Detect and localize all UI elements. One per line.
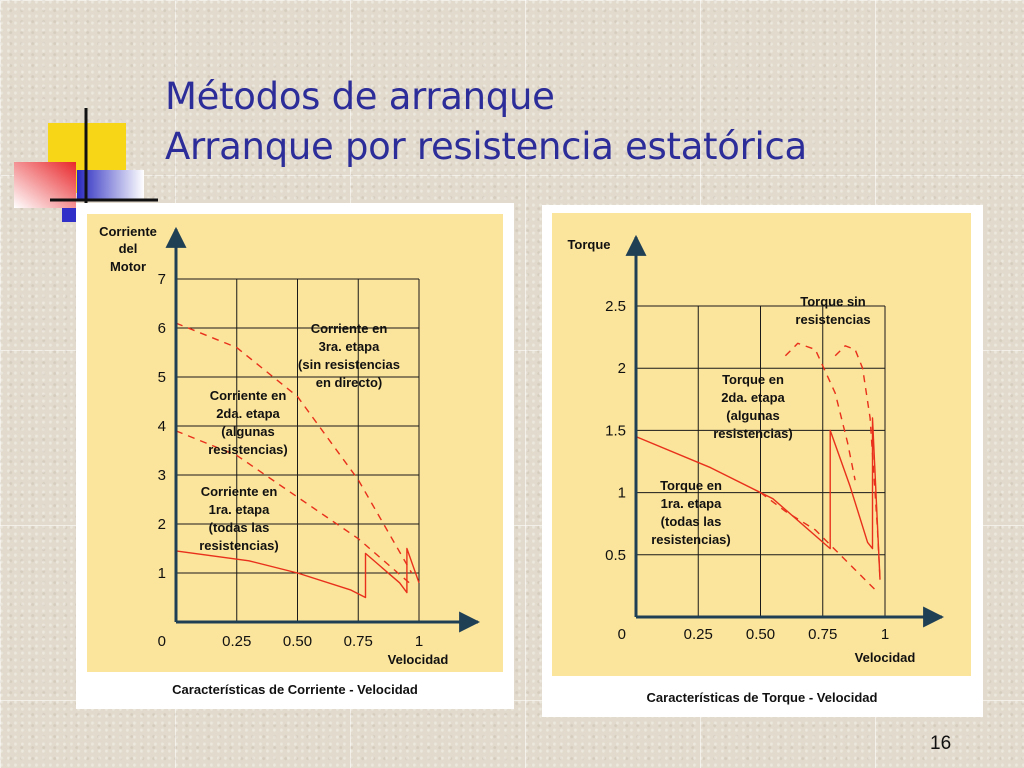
annotation-line: 2da. etapa <box>216 406 280 421</box>
annotation-line: (algunas <box>726 408 780 423</box>
annotation-line: 3ra. etapa <box>318 339 380 354</box>
annotation-line: Torque sin <box>800 294 866 309</box>
x-axis-label: Velocidad <box>854 650 916 665</box>
y-tick-label: 2 <box>617 360 626 378</box>
current-speed-chart <box>76 203 514 709</box>
annotation-line: resistencias <box>795 312 871 327</box>
x-tick-label: 0.75 <box>808 626 838 643</box>
annotation-line: resistencias) <box>651 532 731 547</box>
current-speed-chart-panel <box>76 203 514 709</box>
annotation-line: resistencias) <box>713 426 793 441</box>
y-tick-label: 2 <box>157 516 166 533</box>
x-axis-label: Velocidad <box>387 652 449 667</box>
annotation-line: en directo) <box>315 375 383 390</box>
annotation-line: (todas las <box>660 514 722 529</box>
y-tick-label: 2.5 <box>605 298 626 315</box>
annotation-line: 1ra. etapa <box>660 496 722 511</box>
y-tick-label: 7 <box>157 271 166 288</box>
annotation-line: (todas las <box>208 520 270 535</box>
annotation-line: Corriente en <box>209 388 287 403</box>
y-tick-label: 3 <box>157 467 166 484</box>
y-axis-label-line-1: Corriente <box>99 224 157 239</box>
y-axis-label-line-3: Motor <box>109 259 147 274</box>
annotation-line: 2da. etapa <box>721 390 785 405</box>
x-tick-label: 0.50 <box>745 626 776 643</box>
chart-caption: Características de Torque - Velocidad <box>646 690 878 705</box>
y-tick-label: 0.5 <box>605 546 626 564</box>
annotation-line: 1ra. etapa <box>208 502 270 517</box>
origin-label: 0 <box>157 633 166 650</box>
x-tick-label: 1 <box>880 626 890 643</box>
annotation-line: resistencias) <box>199 538 279 553</box>
annotation-line: resistencias) <box>208 442 288 457</box>
x-tick-label: 0.25 <box>683 626 713 643</box>
x-tick-label: 0.25 <box>222 633 252 650</box>
origin-label: 0 <box>617 626 626 643</box>
torque-speed-chart-panel <box>542 205 983 717</box>
annotation-line: (sin resistencias <box>298 357 400 372</box>
y-axis-label: Torque <box>567 237 611 252</box>
slide-title-line-2: Arranque por resistencia estatórica <box>165 125 807 168</box>
annotation-line: (algunas <box>221 424 275 439</box>
y-tick-label: 5 <box>157 369 166 386</box>
torque-speed-chart <box>542 205 983 717</box>
y-tick-label: 1.5 <box>605 422 626 440</box>
annotation-line: Corriente en <box>310 321 388 336</box>
slide-title-line-1: Métodos de arranque <box>165 75 555 118</box>
y-tick-label: 4 <box>157 418 166 435</box>
x-tick-label: 0.50 <box>282 633 313 650</box>
y-tick-label: 1 <box>157 565 166 582</box>
y-tick-label: 1 <box>617 484 626 502</box>
chart-background <box>552 213 971 676</box>
x-tick-label: 1 <box>414 633 424 650</box>
logo-blue-small-square <box>62 208 76 222</box>
y-tick-label: 6 <box>157 320 166 337</box>
chart-background <box>87 214 503 672</box>
y-axis-label-line-2: del <box>118 241 138 256</box>
chart-caption: Características de Corriente - Velocidad <box>172 682 418 697</box>
x-tick-label: 0.75 <box>343 633 373 650</box>
page-number: 16 <box>930 733 952 754</box>
annotation-line: Corriente en <box>200 484 278 499</box>
annotation-line: Torque en <box>660 478 722 493</box>
decorative-logo <box>0 0 160 230</box>
annotation-line: Torque en <box>722 372 784 387</box>
slide-title <box>165 72 807 172</box>
